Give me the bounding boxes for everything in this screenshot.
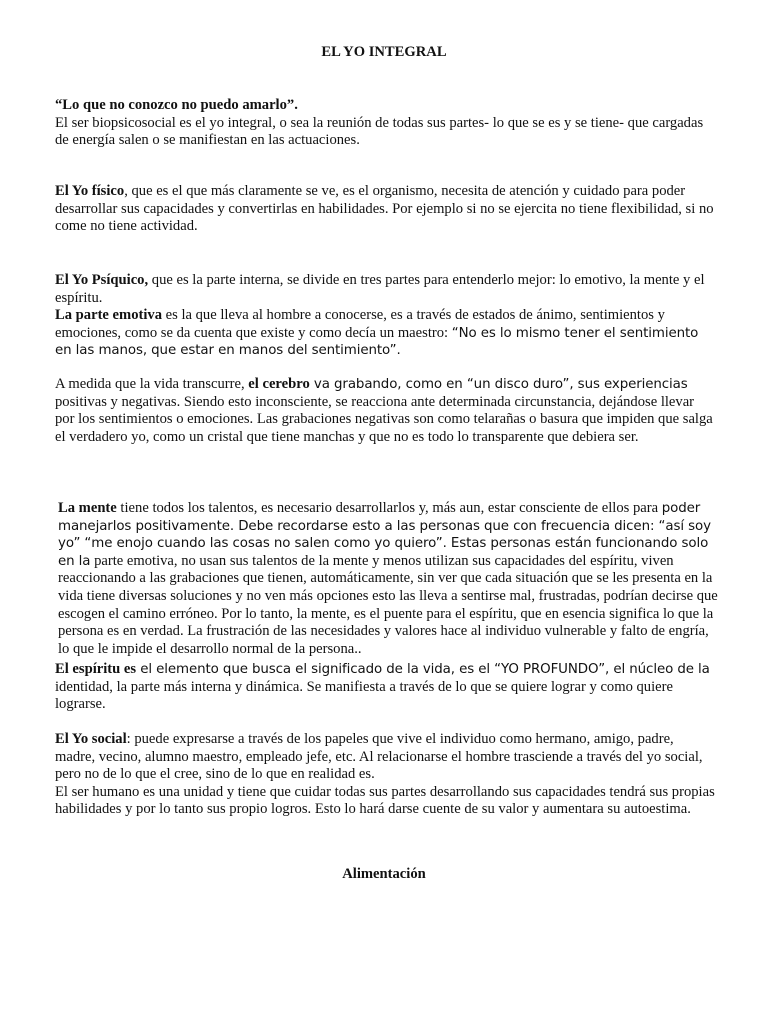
fisico-heading: El Yo físico (55, 183, 125, 199)
espiritu-heading: El espíritu es (55, 661, 137, 677)
emotiva-heading: La parte emotiva (55, 307, 162, 324)
espiritu-paragraph (55, 661, 715, 714)
psiquico-text: que es la parte interna, se divide en tres partes para entenderlo mejor: lo emotivo, la mente y el espíritu. (55, 272, 705, 306)
mente-text-1: tiene todos los talentos, es necesario desarrollarlos y, más aun, estar consciente de ellos para (116, 500, 662, 516)
espiritu-sans: el elemento que busca el significado de la vida, es el “YO PROFUNDO”, el núcleo de la (136, 662, 710, 677)
fisico-paragraph (55, 183, 715, 236)
mente-paragraph (58, 500, 718, 658)
social-text: : puede expresarse a través de los papeles que vive el individuo como hermano, amigo, padre, madre, vecino, alumno maestro, empleado jefe, etc. Al relacionarse el hombre trasciende a través del yo social, pero no de lo que el cree, sino de lo que en realidad es. (55, 731, 703, 783)
cerebro-sans: va grabando, como en “un disco duro”, sus experiencias (309, 377, 688, 392)
psiquico-paragraph (55, 272, 715, 360)
social-paragraph (55, 731, 715, 819)
closing-text: El ser humano es una unidad y tiene que cuidar todas sus partes desarrollando sus capacidades tendrá sus propias habilidades y por lo tanto sus propio logros. Esto lo hará darse cuente de su valor y aumentara su autoestima. (55, 783, 715, 818)
cerebro-paragraph (55, 376, 715, 446)
page-title: EL YO INTEGRAL (321, 44, 447, 60)
fisico-text: , que es el que más claramente se ve, es el organismo, necesita de atención y cuidado para poder desarrollar sus capacidades y convertirlas en habilidades. Por ejemplo si no se ejercita no tiene flexibilidad, si no come no tiene actividad. (55, 183, 714, 235)
opening-quote: “Lo que no conozco no puedo amarlo”. (55, 97, 298, 113)
espiritu-text: identidad, la parte más interna y dinámica. Se manifiesta a través de lo que se quiere lograr y como quiere lograrse. (55, 678, 673, 713)
section-heading-alimentacion: Alimentación (342, 866, 426, 882)
cerebro-text: positivas y negativas. Siendo esto inconsciente, se reacciona ante determinada circunstancia, dejándose llevar por los sentimientos o emociones. Las grabaciones negativas son como telarañas o basura que impiden que salga el verdadero yo, como un cristal que tiene manchas y que no es todo lo transparente que debiera ser. (55, 393, 713, 445)
social-heading: El Yo social (55, 731, 127, 747)
emotiva-text: es la que lleva al hombre a conocerse, es a través de estados de ánimo, sentimientos y emociones, como se da cuenta que existe y como decía un maestro: (55, 307, 665, 341)
emotiva-quote: “No es lo mismo tener el sentimiento en las manos, que estar en manos del sentimiento”. (55, 325, 699, 359)
mente-text-2: parte emotiva, no usan sus talentos de la mente y menos utilizan sus capacidades del espíritu, viven reaccionando a las grabaciones que tienen, automáticamente, sin ver que cada situación que se les presenta en la vida tiene diversas soluciones y no ven más opciones esto las lleva a sentirse mal, frustradas, podrían decirse que escogen el camino erróneo. Por lo tanto, la mente, es el puente para el espíritu, que en esencia significa lo que la persona es en verdad. La frustración de las necesidades y valores hace al individuo vulnerable y falto de engría, lo que le impide el desarrollo normal de la persona.. (58, 552, 718, 657)
intro-text: El ser biopsicosocial es el yo integral, o sea la reunión de todas sus partes- lo que se es y se tiene- que cargadas de energía salen o se manifiestan en las actuaciones. (55, 114, 704, 149)
mente-heading: La mente (58, 500, 117, 516)
intro-paragraph (55, 97, 715, 150)
cerebro-before: A medida que la vida transcurre, (55, 376, 249, 392)
cerebro-heading: el cerebro (248, 376, 310, 392)
psiquico-heading: El Yo Psíquico, (55, 272, 149, 288)
mente-sans: poder manejarlos positivamente. Debe recordarse esto a las personas que con frecuencia dicen: “así soy yo” “me enojo cuando las cosas no salen como yo quiero”. Estas personas están funcionando solo en la (58, 501, 711, 569)
